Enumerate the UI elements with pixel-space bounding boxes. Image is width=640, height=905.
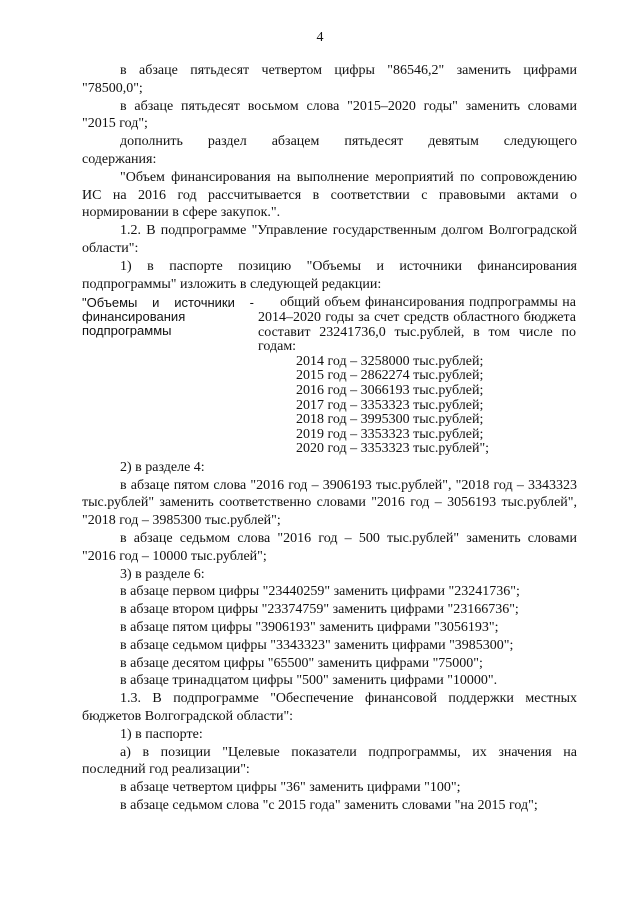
funding-year-line: 2017 год – 3353323 тыс.рублей; — [296, 397, 484, 413]
paragraph: 1) в паспорте позицию "Объемы и источники финансирования подпрограммы" изложить в следующей редакции: — [82, 258, 577, 292]
paragraph: в абзаце седьмом слова "с 2015 года" заменить словами "на 2015 год"; — [120, 798, 538, 814]
paragraph: в абзаце пятьдесят четвертом цифры "86546,2" заменить цифрами "78500,0"; — [82, 63, 577, 96]
section-amendments-1-1 — [82, 62, 577, 293]
page-number: 4 — [316, 30, 324, 45]
funding-table-content — [258, 296, 576, 457]
funding-table-total: общий объем финансирования подпрограммы на 2014–2020 годы за счет средств областного бюджета составит 23241736,0 тыс.рублей, в том числе по годам: — [258, 295, 576, 355]
funding-year-line: 2014 год – 3258000 тыс.рублей; — [296, 353, 484, 369]
funding-table — [82, 296, 577, 457]
paragraph: в абзаце седьмом слова "2016 год – 500 тыс.рублей" заменить словами "2016 год – 10000 тыс.рублей"; — [82, 531, 577, 564]
paragraph: в абзаце первом цифры "23440259" заменить цифрами "23241736"; — [120, 584, 520, 600]
paragraph: в абзаце втором цифры "23374759" заменить цифрами "23166736"; — [120, 602, 519, 618]
funding-year-line: 2015 год – 2862274 тыс.рублей; — [296, 368, 484, 384]
funding-year-line: 2020 год – 3353323 тыс.рублей"; — [296, 441, 490, 457]
paragraph: "Объем финансирования на выполнение мероприятий по сопровождению ИС на 2016 год рассчитывается в соответствии с правовыми актами о нормировании в сфере закупок.". — [82, 169, 577, 221]
paragraph: 1.3. В подпрограмме "Обеспечение финансовой поддержки местных бюджетов Волгоградской области": — [82, 691, 577, 725]
paragraph: содержания: — [82, 151, 157, 167]
paragraph: в абзаце седьмом цифры "3343323" заменить цифрами "3985300"; — [120, 637, 514, 653]
paragraph: в абзаце пятом слова "2016 год – 3906193 тыс.рублей", "2018 год – 3343323 тыс.рублей" заменить соответственно словами "2016 год – 3056193 тыс.рублей", "2018 год – 3985300 тыс.рублей"; — [82, 477, 577, 529]
paragraph: 3) в разделе 6: — [120, 566, 205, 582]
funding-year-line: 2019 год – 3353323 тыс.рублей; — [296, 426, 484, 442]
funding-year-line: 2018 год – 3995300 тыс.рублей; — [296, 412, 484, 428]
paragraph: а) в позиции "Целевые показатели подпрограммы, их значения на последний год реализации": — [82, 744, 577, 778]
section-amendments-1-2-1-3 — [82, 459, 577, 815]
funding-table-years — [258, 355, 576, 457]
paragraph: в абзаце пятом цифры "3906193" заменить цифрами "3056193"; — [120, 620, 499, 636]
paragraph: 1) в паспорте: — [120, 726, 203, 742]
paragraph: 1.2. В подпрограмме "Управление государственным долгом Волгоградской области": — [82, 223, 577, 256]
paragraph: в абзаце пятьдесят восьмом слова "2015–2020 годы" заменить словами "2015 год"; — [82, 98, 577, 132]
paragraph: дополнить раздел абзацем пятьдесят девятым следующего — [120, 134, 577, 150]
paragraph: в абзаце тринадцатом цифры "500" заменить цифрами "10000". — [120, 673, 498, 689]
paragraph: в абзаце четвертом цифры "36" заменить цифрами "100"; — [120, 780, 461, 796]
paragraph: в абзаце десятом цифры "65500" заменить цифрами "75000"; — [120, 655, 483, 671]
funding-year-line: 2016 год – 3066193 тыс.рублей; — [296, 382, 484, 398]
funding-table-label: "Объемы и источники - финансирования подпрограммы — [82, 295, 254, 339]
document-body — [82, 62, 577, 815]
paragraph: 2) в разделе 4: — [120, 459, 205, 475]
